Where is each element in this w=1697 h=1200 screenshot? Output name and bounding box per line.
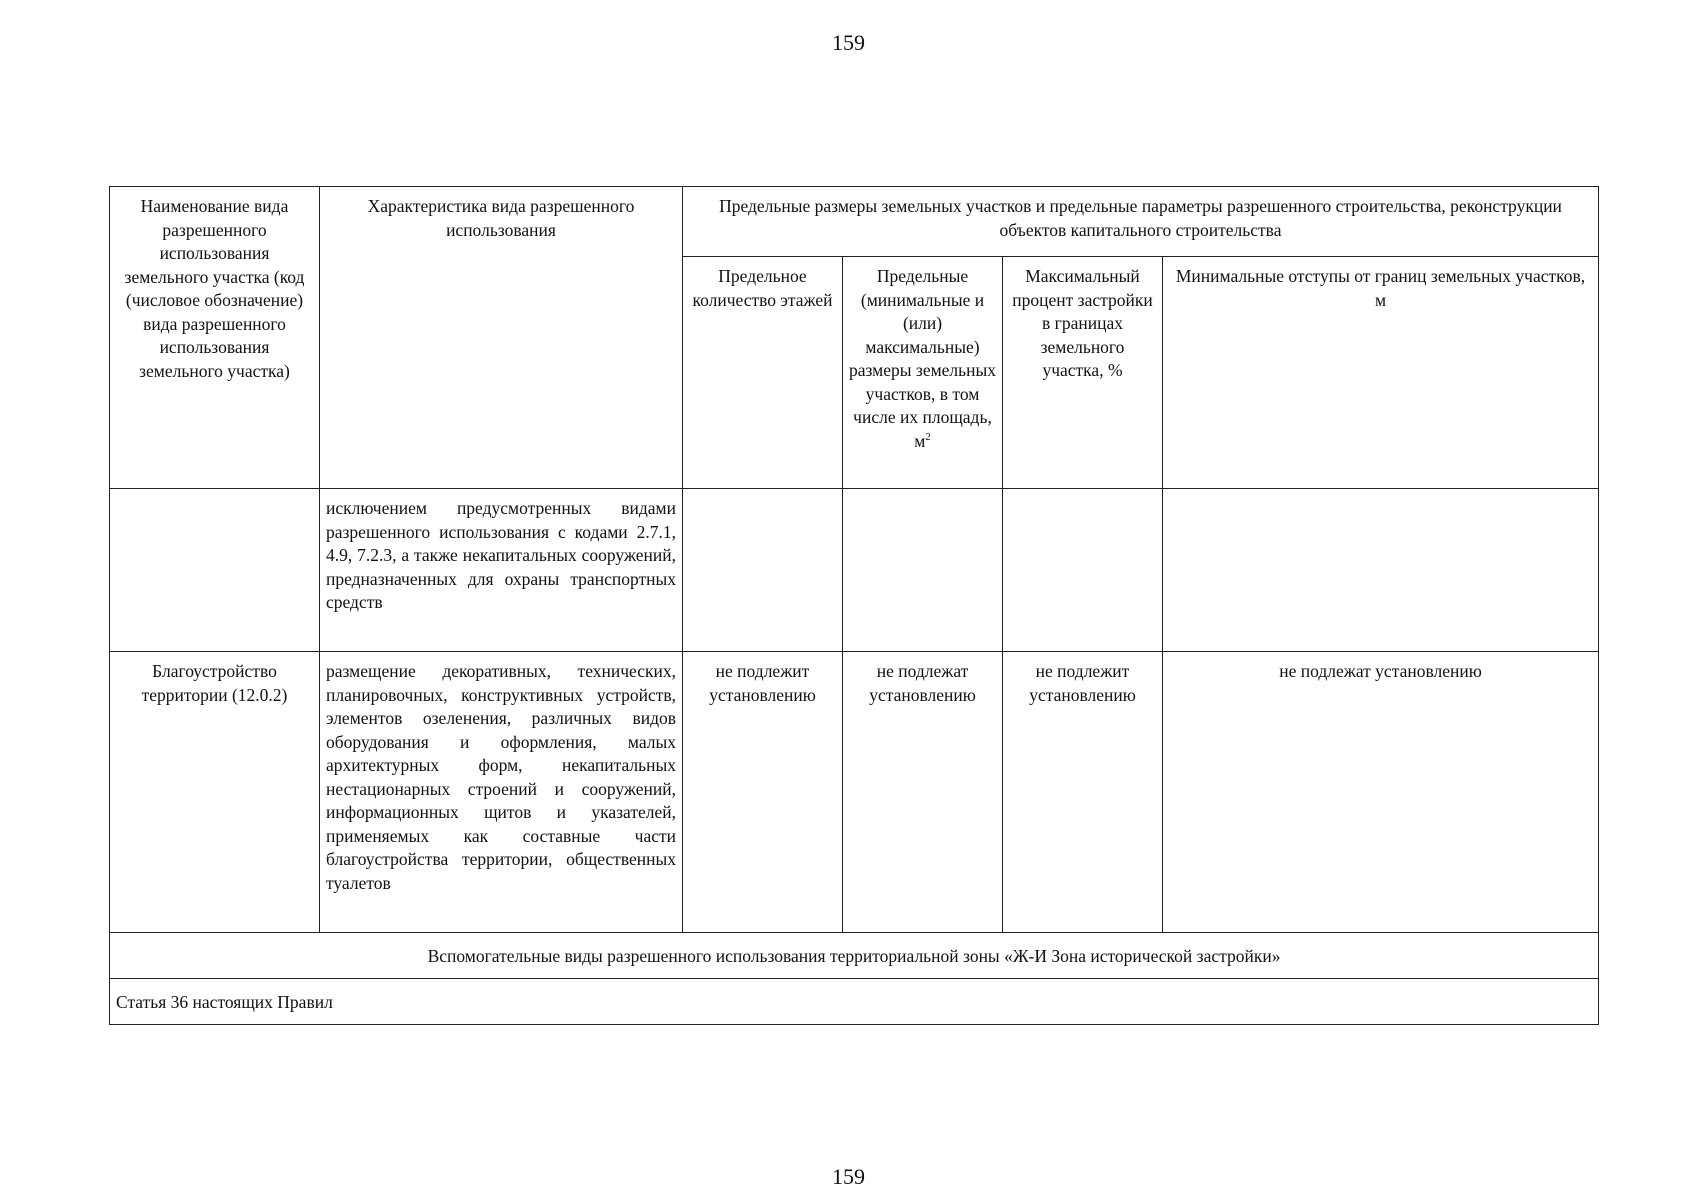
header-plot-size — [843, 257, 1003, 489]
header-limit-parameters-group: Предельные размеры земельных участков и предельные параметры разрешенного строительства, реконструкции объектов капитального строительства — [683, 187, 1599, 257]
header-max-coverage: Максимальный процент застройки в границах земельного участка, % — [1003, 257, 1163, 489]
cell-coverage — [1003, 489, 1163, 652]
cell-name: Благоустройство территории (12.0.2) — [110, 652, 320, 933]
section-auxiliary-title: Вспомогательные виды разрешенного использования территориальной зоны «Ж-И Зона исторической застройки» — [110, 933, 1599, 979]
section-reference: Статья 36 настоящих Правил — [110, 979, 1599, 1025]
header-land-use-name: Наименование вида разрешенного использования земельного участка (код (числовое обозначение) вида разрешенного использования земельного участка) — [110, 187, 320, 489]
cell-coverage: не подлежит установлению — [1003, 652, 1163, 933]
cell-floors: не подлежит установлению — [683, 652, 843, 933]
header-plot-size-sup: 2 — [925, 430, 931, 443]
table-row — [110, 489, 1599, 652]
header-plot-size-text: Предельные (минимальные и (или) максимальные) размеры земельных участков, в том числе их площадь, м — [849, 266, 997, 451]
page-number-top: 159 — [832, 30, 865, 55]
header-max-floors: Предельное количество этажей — [683, 257, 843, 489]
cell-plot-size: не подлежат установлению — [843, 652, 1003, 933]
section-row — [110, 979, 1599, 1025]
table-row — [110, 652, 1599, 933]
page-number-bottom: 159 — [832, 1164, 865, 1189]
land-use-regulations-table — [109, 186, 1599, 1025]
section-row — [110, 933, 1599, 979]
cell-floors — [683, 489, 843, 652]
header-land-use-characteristics: Характеристика вида разрешенного использования — [320, 187, 683, 489]
cell-description: исключением предусмотренных видами разрешенного использования с кодами 2.7.1, 4.9, 7.2.3, а также некапитальных сооружений, предназначенных для охраны транспортных средств — [320, 489, 683, 652]
cell-setbacks: не подлежат установлению — [1163, 652, 1599, 933]
cell-plot-size — [843, 489, 1003, 652]
header-min-setbacks: Минимальные отступы от границ земельных участков, м — [1163, 257, 1599, 489]
cell-description: размещение декоративных, технических, планировочных, конструктивных устройств, элементов озеленения, различных видов оборудования и оформления, малых архитектурных форм, некапитальных нестационарных строений и сооружений, информационных щитов и указателей, применяемых как составные части благоустройства территории, общественных туалетов — [320, 652, 683, 933]
cell-name — [110, 489, 320, 652]
cell-setbacks — [1163, 489, 1599, 652]
